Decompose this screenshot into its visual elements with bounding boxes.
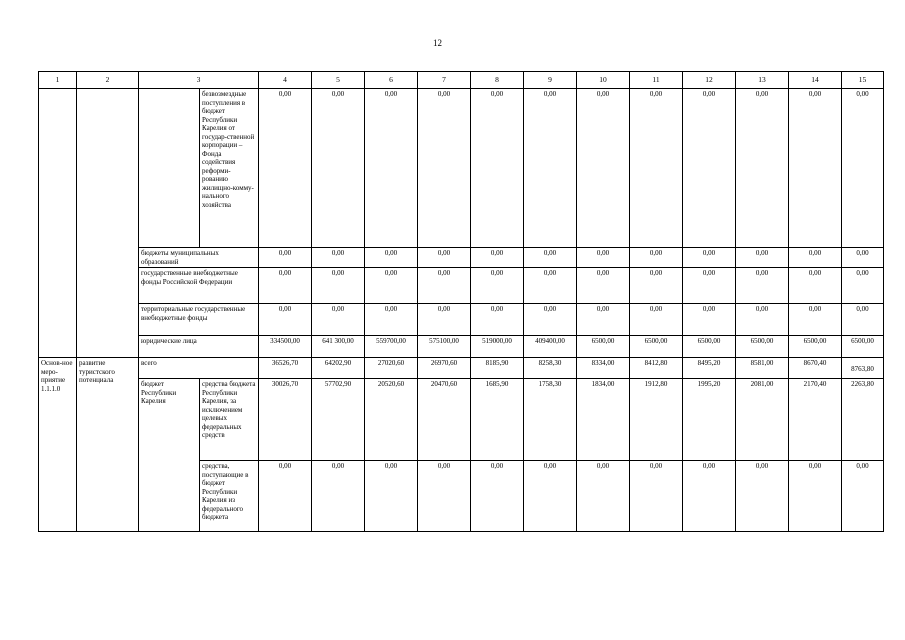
value-cell: 0,00 (471, 461, 524, 532)
value-cell: 0,00 (789, 268, 842, 304)
header-cell: 10 (577, 72, 630, 89)
row-label: бюджеты муниципальных образований (139, 248, 259, 268)
value-cell: 0,00 (524, 248, 577, 268)
header-cell: 11 (630, 72, 683, 89)
value-cell: 36526,70 (259, 358, 312, 379)
value-cell: 0,00 (630, 268, 683, 304)
value-cell: 64202,90 (312, 358, 365, 379)
value-cell: 575100,00 (418, 336, 471, 358)
value-cell: 0,00 (365, 89, 418, 248)
header-cell: 8 (471, 72, 524, 89)
empty-cell (139, 89, 200, 248)
value-cell: 0,00 (577, 248, 630, 268)
value-cell: 0,00 (259, 304, 312, 336)
value-cell: 0,00 (683, 461, 736, 532)
value-cell: 0,00 (842, 89, 884, 248)
value-cell: 0,00 (789, 304, 842, 336)
value-cell: 0,00 (577, 304, 630, 336)
value-cell: 8495,20 (683, 358, 736, 379)
value-cell: 2263,80 (842, 379, 884, 461)
budget-label: бюджет Республики Карелия (139, 379, 200, 532)
row-label: безвозмездные поступления в бюджет Республики Карелия от государ-ственной корпорации – Фонда содействия реформи-рованию жилищно-комму-нального хозяйства (200, 89, 259, 248)
value-cell: 0,00 (365, 248, 418, 268)
measure-code: Основ-ное меро-приятие 1.1.1.0 (39, 358, 77, 532)
row-label: всего (139, 358, 259, 379)
value-cell: 2081,00 (736, 379, 789, 461)
table-row (39, 248, 884, 268)
value-cell: 0,00 (736, 248, 789, 268)
value-cell: 0,00 (789, 248, 842, 268)
value-cell: 0,00 (577, 89, 630, 248)
value-cell: 6500,00 (736, 336, 789, 358)
header-cell: 2 (77, 72, 139, 89)
value-cell: 0,00 (789, 461, 842, 532)
value-cell: 8258,30 (524, 358, 577, 379)
empty-cell (77, 89, 139, 358)
value-cell: 27020,60 (365, 358, 418, 379)
value-cell: 2170,40 (789, 379, 842, 461)
value-cell: 30026,70 (259, 379, 312, 461)
value-cell: 8412,80 (630, 358, 683, 379)
header-cell: 9 (524, 72, 577, 89)
value-cell: 0,00 (630, 89, 683, 248)
value-cell: 26970,60 (418, 358, 471, 379)
value-cell: 0,00 (524, 461, 577, 532)
value-cell: 0,00 (842, 304, 884, 336)
measure-name: развитие туристского потенциала (77, 358, 139, 532)
table-row (39, 336, 884, 358)
value-cell: 0,00 (471, 89, 524, 248)
header-cell: 1 (39, 72, 77, 89)
value-cell: 0,00 (736, 89, 789, 248)
header-row (39, 72, 884, 89)
value-cell: 1834,00 (577, 379, 630, 461)
value-cell: 559700,00 (365, 336, 418, 358)
value-cell: 6500,00 (842, 336, 884, 358)
value-cell: 1995,20 (683, 379, 736, 461)
value-cell: 0,00 (842, 268, 884, 304)
value-cell: 0,00 (524, 268, 577, 304)
row-label: государственные внебюджетные фонды Российской Федерации (139, 268, 259, 304)
value-cell: 0,00 (630, 304, 683, 336)
value-cell: 519000,00 (471, 336, 524, 358)
table-row (39, 379, 884, 461)
header-cell: 6 (365, 72, 418, 89)
value-cell: 0,00 (312, 248, 365, 268)
value-cell: 6500,00 (630, 336, 683, 358)
row-label: территориальные государственные внебюджетные фонды (139, 304, 259, 336)
value-cell: 0,00 (630, 248, 683, 268)
value-cell: 0,00 (418, 461, 471, 532)
table-row (39, 268, 884, 304)
value-cell: 0,00 (418, 304, 471, 336)
row-label: юридические лица (139, 336, 259, 358)
value-cell: 20470,60 (418, 379, 471, 461)
value-cell: 6500,00 (789, 336, 842, 358)
value-cell: 0,00 (736, 304, 789, 336)
value-cell: 0,00 (365, 461, 418, 532)
value-cell: 0,00 (418, 89, 471, 248)
value-cell: 1685,90 (471, 379, 524, 461)
header-cell: 3 (139, 72, 259, 89)
value-cell: 0,00 (524, 304, 577, 336)
value-cell: 0,00 (312, 268, 365, 304)
value-cell: 334500,00 (259, 336, 312, 358)
value-cell: 0,00 (365, 268, 418, 304)
header-cell: 4 (259, 72, 312, 89)
value-cell: 0,00 (418, 248, 471, 268)
value-text: 8763,80 (851, 365, 874, 373)
value-cell: 1758,30 (524, 379, 577, 461)
value-cell: 0,00 (842, 461, 884, 532)
value-cell: 0,00 (418, 268, 471, 304)
value-cell: 0,00 (736, 461, 789, 532)
value-cell: 0,00 (789, 89, 842, 248)
value-cell: 0,00 (259, 248, 312, 268)
value-cell: 57702,90 (312, 379, 365, 461)
table-row (39, 89, 884, 248)
header-cell: 12 (683, 72, 736, 89)
value-cell: 641 300,00 (312, 336, 365, 358)
value-cell: 20520,60 (365, 379, 418, 461)
value-cell: 1912,80 (630, 379, 683, 461)
row-label: средства бюджета Республики Карелия, за исключением целевых федеральных средств (200, 379, 259, 461)
page-number: 12 (433, 38, 442, 48)
row-label: средства, поступающие в бюджет Республики Карелия из федерального бюджета (200, 461, 259, 532)
header-cell: 13 (736, 72, 789, 89)
value-cell: 0,00 (471, 268, 524, 304)
value-cell: 0,00 (736, 268, 789, 304)
header-cell: 15 (842, 72, 884, 89)
value-cell: 0,00 (524, 89, 577, 248)
value-cell: 0,00 (630, 461, 683, 532)
value-cell: 0,00 (312, 304, 365, 336)
value-cell: 6500,00 (577, 336, 630, 358)
value-cell: 0,00 (365, 304, 418, 336)
value-cell: 8670,40 (789, 358, 842, 379)
value-cell: 0,00 (577, 461, 630, 532)
value-cell: 0,00 (577, 268, 630, 304)
value-cell: 0,00 (842, 248, 884, 268)
value-cell: 0,00 (471, 304, 524, 336)
value-cell: 0,00 (312, 89, 365, 248)
value-cell: 0,00 (259, 89, 312, 248)
table-row (39, 358, 884, 379)
value-cell: 0,00 (683, 304, 736, 336)
value-cell: 6500,00 (683, 336, 736, 358)
header-cell: 7 (418, 72, 471, 89)
value-cell: 8334,00 (577, 358, 630, 379)
value-cell: 0,00 (683, 268, 736, 304)
value-cell: 0,00 (259, 461, 312, 532)
header-cell: 5 (312, 72, 365, 89)
value-cell: 8581,00 (736, 358, 789, 379)
funding-table (38, 71, 884, 532)
value-cell: 0,00 (683, 89, 736, 248)
value-cell: 8185,90 (471, 358, 524, 379)
empty-cell (39, 89, 77, 358)
value-cell: 409400,00 (524, 336, 577, 358)
value-cell: 0,00 (312, 461, 365, 532)
value-cell: 0,00 (471, 248, 524, 268)
value-cell (842, 358, 884, 379)
table-row (39, 304, 884, 336)
value-cell: 0,00 (683, 248, 736, 268)
header-cell: 14 (789, 72, 842, 89)
value-cell: 0,00 (259, 268, 312, 304)
